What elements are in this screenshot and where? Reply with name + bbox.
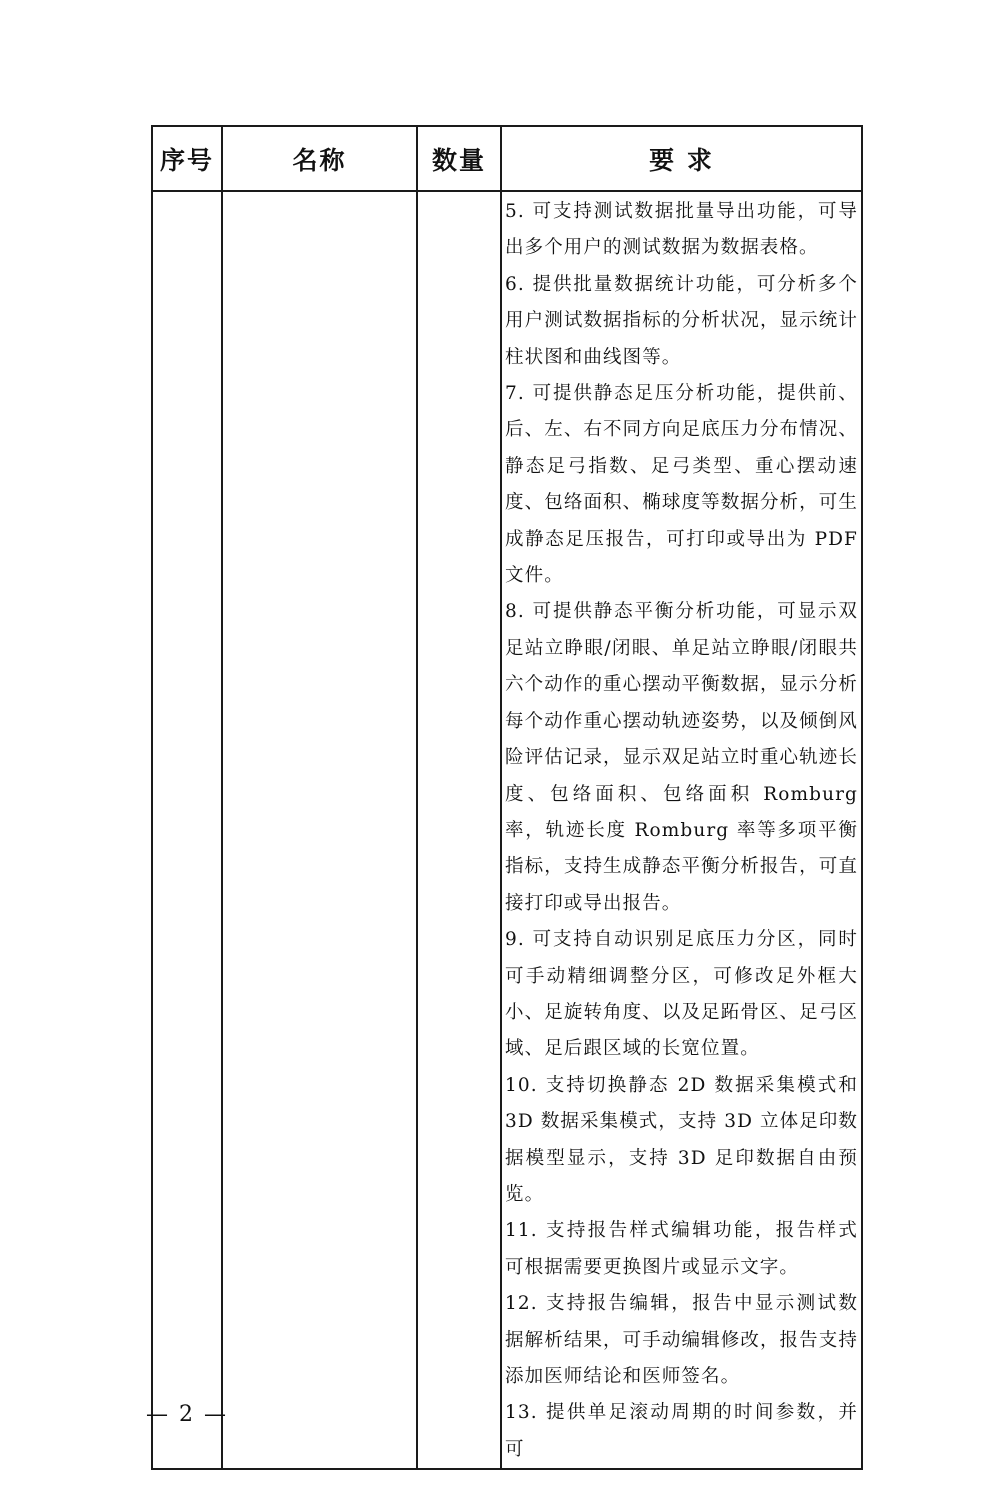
- name-cell: [222, 191, 417, 1469]
- requirement-item-7: 7. 可提供静态足压分析功能，提供前、后、左、右不同方向足底压力分布情况、静态足弓指数、足弓类型、重心摆动速度、包络面积、椭球度等数据分析，可生成静态足压报告，可打印或导出为 PDF 文件。: [505, 383, 858, 587]
- requirement-item-10: 10. 支持切换静态 2D 数据采集模式和 3D 数据采集模式，支持 3D 立体足印数据模型显示，支持 3D 足印数据自由预览。: [505, 1074, 858, 1205]
- requirements-cell: [501, 191, 862, 1469]
- requirement-item-5: 5. 可支持测试数据批量导出功能，可导出多个用户的测试数据为数据表格。: [505, 201, 858, 259]
- requirement-item-13: 13. 提供单足滚动周期的时间参数，并可: [505, 1402, 858, 1460]
- header-requirements: 要 求: [501, 126, 862, 191]
- requirement-item-12: 12. 支持报告编辑，报告中显示测试数据解析结果，可手动编辑修改，报告支持添加医师结论和医师签名。: [505, 1293, 858, 1387]
- requirements-table: [151, 125, 863, 1470]
- requirement-item-11: 11. 支持报告样式编辑功能，报告样式可根据需要更换图片或显示文字。: [505, 1220, 858, 1278]
- seq-cell: [152, 191, 222, 1469]
- page-number: — 2 —: [146, 1402, 228, 1427]
- header-qty: 数量: [417, 126, 501, 191]
- requirement-item-9: 9. 可支持自动识别足底压力分区，同时可手动精细调整分区，可修改足外框大小、足旋转角度、以及足跖骨区、足弓区域、足后跟区域的长宽位置。: [505, 929, 858, 1060]
- table-header-row: [152, 126, 862, 191]
- header-seq: 序号: [152, 126, 222, 191]
- qty-cell: [417, 191, 501, 1469]
- requirement-item-8: 8. 可提供静态平衡分析功能，可显示双足站立睁眼/闭眼、单足站立睁眼/闭眼共六个动作的重心摆动平衡数据，显示分析每个动作重心摆动轨迹姿势，以及倾倒风险评估记录，显示双足站立时重心轨迹长度、包络面积、包络面积 Romburg 率，轨迹长度 Romburg 率等多项平衡指标，支持生成静态平衡分析报告，可直接打印或导出报告。: [505, 601, 858, 914]
- requirement-item-6: 6. 提供批量数据统计功能，可分析多个用户测试数据指标的分析状况，显示统计柱状图和曲线图等。: [505, 273, 858, 368]
- header-name: 名称: [222, 126, 417, 191]
- requirements-list: [505, 192, 858, 1468]
- table-row: [152, 191, 862, 1469]
